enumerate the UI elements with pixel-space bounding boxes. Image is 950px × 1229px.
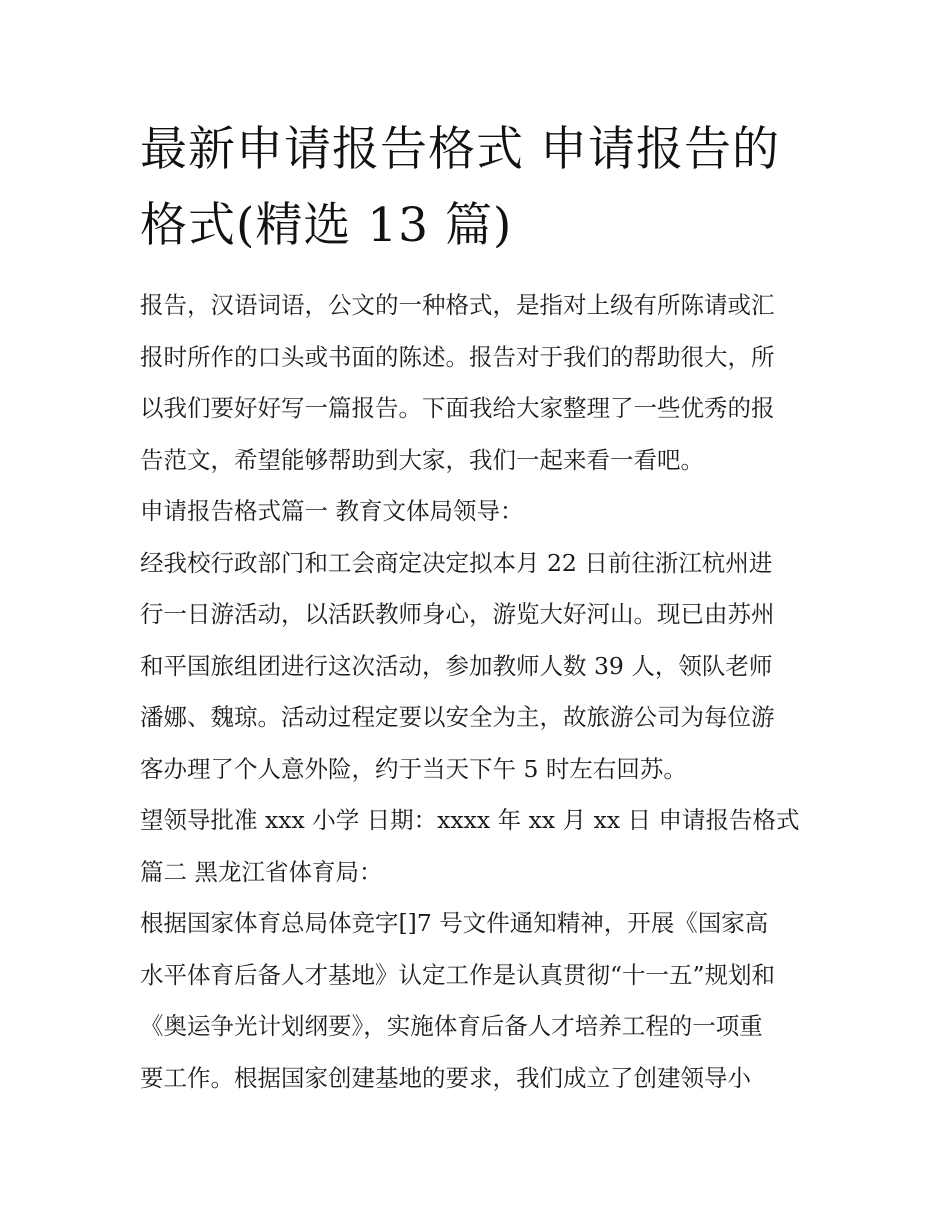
document-body (140, 280, 812, 1104)
text-line: 行一日游活动，以活跃教师身心，游览大好河山。现已由苏州 (140, 600, 775, 628)
paragraph-3 (140, 898, 812, 1104)
text-line: 根据国家体育总局体竞字[]7 号文件通知精神，开展《国家高 (140, 909, 769, 937)
text-line: 以我们要好好写一篇报告。下面我给大家整理了一些优秀的报 (140, 394, 775, 422)
paragraph-intro (140, 280, 812, 486)
text-line: 报告，汉语词语，公文的一种格式，是指对上级有所陈请或汇 (140, 291, 775, 319)
section-heading-1 (140, 486, 812, 538)
text-line: 水平体育后备人才基地》认定工作是认真贯彻“十一五”规划和 (140, 960, 776, 989)
document-page (140, 112, 812, 1104)
text-line: 望领导批准 xxx 小学 日期：xxxx 年 xx 月 xx 日 申请报告格式 (140, 806, 800, 834)
paragraph-1 (140, 538, 812, 796)
text-line: 《奥运争光计划纲要》，实施体育后备人才培养工程的一项重 (140, 1012, 763, 1040)
document-title (140, 112, 812, 264)
text-line: 报时所作的口头或书面的陈述。报告对于我们的帮助很大，所 (140, 342, 775, 371)
title-line: 格式(精选 13 篇) (140, 198, 513, 253)
text-line: 经我校行政部门和工会商定决定拟本月 22 日前往浙江杭州进 (140, 548, 773, 577)
paragraph-2 (140, 795, 812, 898)
text-line: 客办理了个人意外险，约于当天下午 5 时左右回苏。 (140, 754, 687, 783)
title-line: 最新申请报告格式 申请报告的 (140, 122, 780, 177)
text-line: 告范文，希望能够帮助到大家，我们一起来看一看吧。 (140, 445, 704, 474)
text-line: 申请报告格式篇一 教育文体局领导： (140, 497, 524, 525)
text-line: 篇二 黑龙江省体育局： (140, 857, 383, 886)
text-line: 和平国旅组团进行这次活动，参加教师人数 39 人，领队老师 (140, 651, 773, 680)
text-line: 潘娜、魏琼。活动过程定要以安全为主，故旅游公司为每位游 (140, 703, 775, 731)
text-line: 要工作。根据国家创建基地的要求，我们成立了创建领导小 (140, 1063, 751, 1092)
